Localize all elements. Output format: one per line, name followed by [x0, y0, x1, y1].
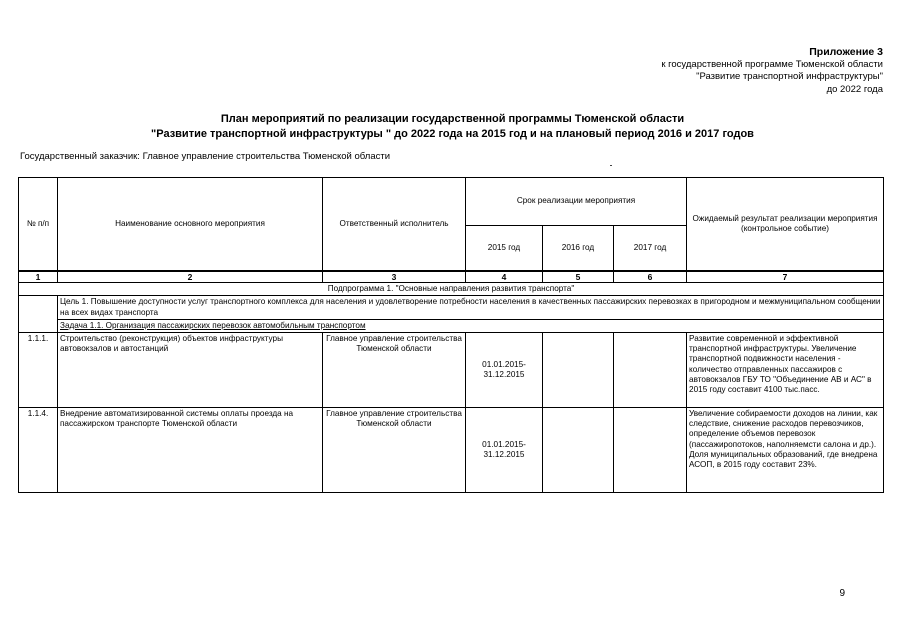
- column-numbers-row: [19, 271, 884, 283]
- row-2017: [614, 333, 687, 408]
- goal-text: Цель 1. Повышение доступности услуг транспортного комплекса для населения и удовлетворение потребности населения в качественных пассажирских перевозках в пригородном и межмуниципальном сообщении на всех видах транспорта: [58, 296, 884, 319]
- header-2015: 2015 год: [466, 225, 543, 271]
- table-row: [19, 408, 884, 493]
- row-num: 1.1.1.: [19, 333, 58, 408]
- row-2015: 01.01.2015-31.12.2015: [466, 408, 543, 493]
- row-name: Строительство (реконструкция) объектов инфраструктуры автовокзалов и автостанций: [58, 333, 323, 408]
- annex-line-1: к государственной программе Тюменской области: [661, 58, 883, 70]
- task-text: Задача 1.1. Организация пассажирских перевозок автомобильным транспортом: [58, 319, 884, 332]
- row-2017: [614, 408, 687, 493]
- row-result: Развитие современной и эффективной транспортной инфраструктуры. Увеличение транспортной подвижности населения - количество отправленных пассажиров с автовокзалов ГБУ ТО "Объединение АВ и АС" в 2015 году составит 4100 тыс.пасс.: [687, 333, 884, 408]
- header-num: № п/п: [19, 178, 58, 272]
- header-executor: Ответственный исполнитель: [323, 178, 466, 272]
- header-2017: 2017 год: [614, 225, 687, 271]
- col-number: 4: [466, 271, 543, 283]
- row-executor: Главное управление строительства Тюменской области: [323, 333, 466, 408]
- header-row-1: [19, 178, 884, 226]
- annex-line-3: до 2022 года: [826, 83, 883, 95]
- annex-block: [661, 46, 883, 96]
- table-row: [19, 333, 884, 408]
- row-2016: [543, 408, 614, 493]
- page-number: 9: [839, 588, 845, 599]
- header-period: Срок реализации мероприятия: [466, 178, 687, 226]
- col-number: 1: [19, 271, 58, 283]
- col-number: 5: [543, 271, 614, 283]
- task-row: [19, 319, 884, 332]
- col-number: 2: [58, 271, 323, 283]
- header-name: Наименование основного мероприятия: [58, 178, 323, 272]
- row-2016: [543, 333, 614, 408]
- plan-title-line-1: План мероприятий по реализации государственной программы Тюменской области: [220, 113, 685, 125]
- header-result: Ожидаемый результат реализации мероприятия (контрольное событие): [687, 178, 884, 272]
- header-2016: 2016 год: [543, 225, 614, 271]
- row-result: Увеличение собираемости доходов на линии, как следствие, снижение расходов перевозчиков, определение объемов перевозок (пассажиропотоков, наполняемсти салона и др.). Доля муниципальных образований, где внедрена АСОП, в 2015 году составит 23%.: [687, 408, 884, 493]
- subprogram-title: Подпрограмма 1. "Основные направления развития транспорта": [19, 283, 884, 296]
- row-executor: Главное управление строительства Тюменской области: [323, 408, 466, 493]
- col-number: 6: [614, 271, 687, 283]
- state-customer: Государственный заказчик: Главное управление строительства Тюменской области: [20, 151, 391, 162]
- annex-title: Приложение 3: [809, 46, 883, 58]
- scan-speck: [610, 165, 612, 166]
- measures-table: [18, 177, 884, 493]
- annex-line-2: "Развитие транспортной инфраструктуры": [696, 71, 883, 82]
- col-number: 3: [323, 271, 466, 283]
- subprogram-row: [19, 283, 884, 296]
- goal-spacer: [19, 296, 58, 319]
- plan-title-line-2: "Развитие транспортной инфраструктуры " до 2022 года на 2015 год и на плановый период 2016 и 2017 годов: [151, 128, 754, 140]
- row-name: Внедрение автоматизированной системы оплаты проезда на пассажирском транспорте Тюменской области: [58, 408, 323, 493]
- col-number: 7: [687, 271, 884, 283]
- row-2015: 01.01.2015-31.12.2015: [466, 333, 543, 408]
- goal-row: [19, 296, 884, 319]
- row-num: 1.1.4.: [19, 408, 58, 493]
- plan-title: [0, 112, 905, 142]
- task-spacer: [19, 319, 58, 332]
